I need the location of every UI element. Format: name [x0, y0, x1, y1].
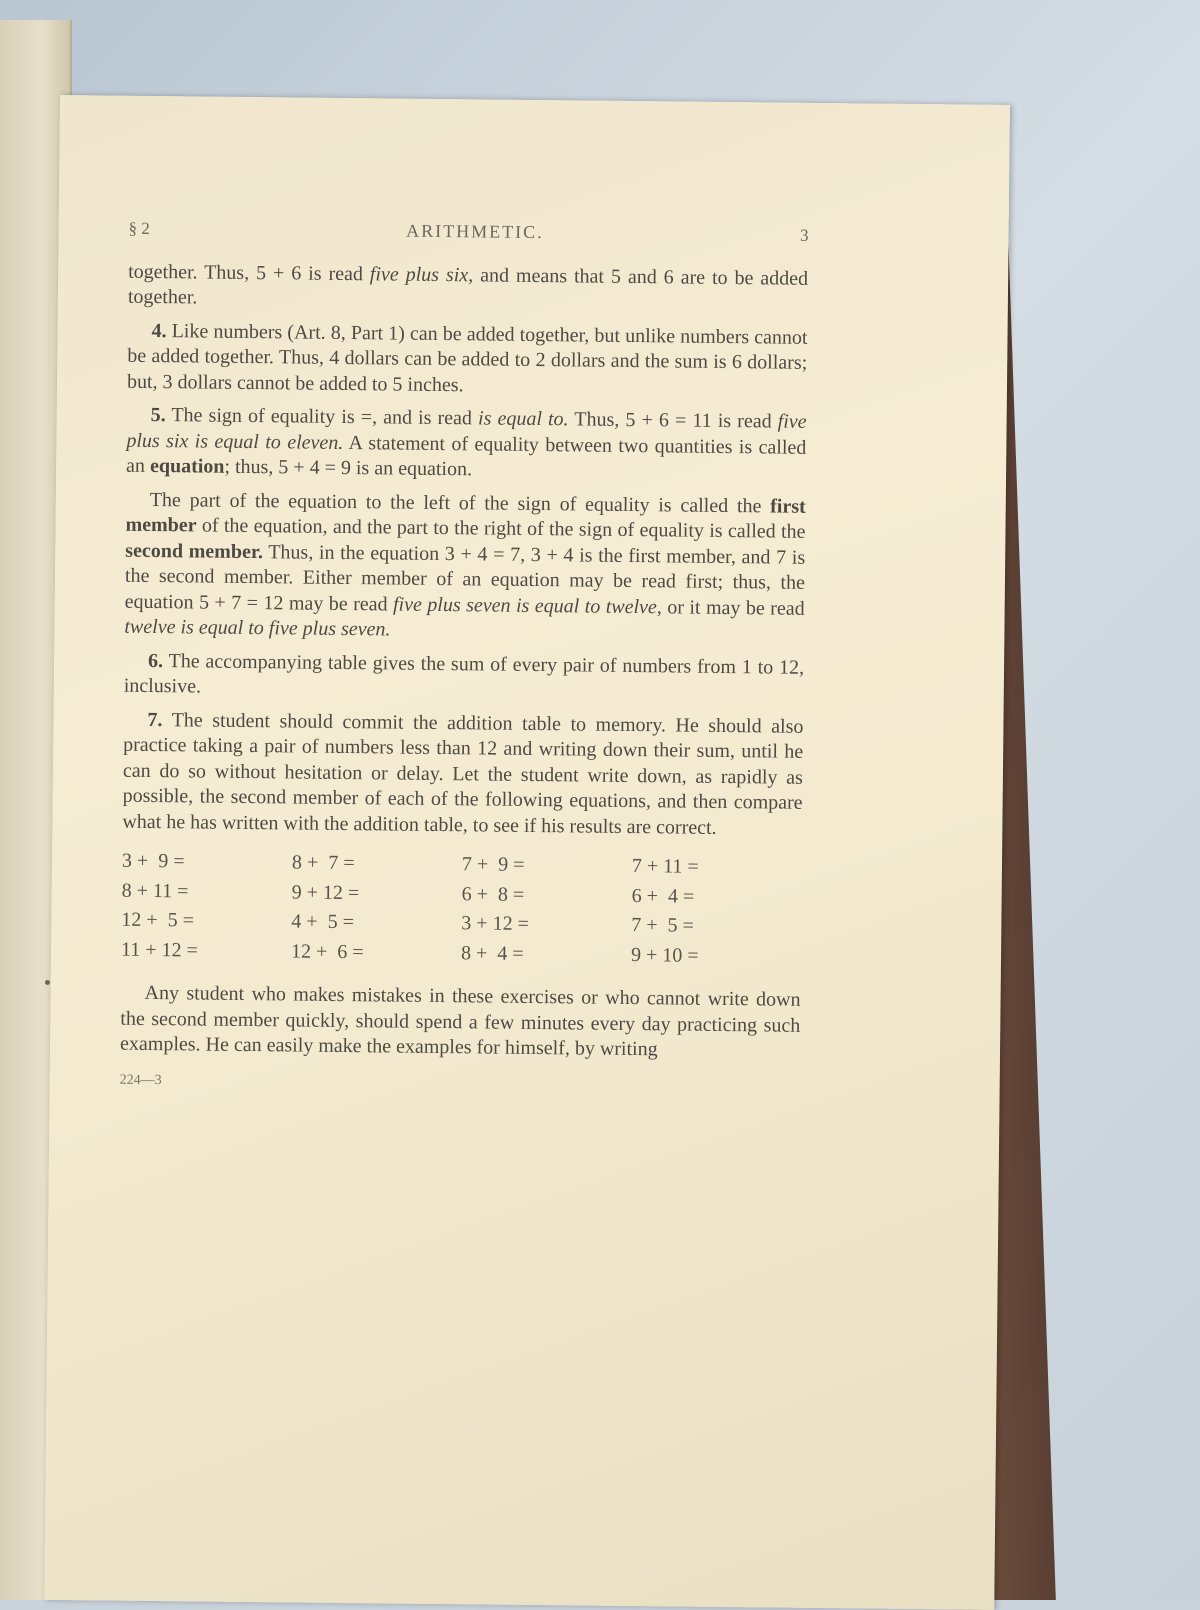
article-6: 6. The accompanying table gives the sum of every pair of numbers from 1 to 12, inclusive.	[123, 649, 805, 698]
equation: 12 + 6 =	[290, 939, 364, 963]
article-number: 7.	[147, 708, 163, 731]
equation: 9 + 10 =	[630, 943, 699, 967]
equation: 12 + 5 =	[121, 908, 195, 932]
section-mark: § 2	[128, 218, 150, 238]
equation: 7 + 5 =	[631, 914, 695, 937]
article-5-continued: The part of the equation to the left of the sign of equality is called the first member of the equation, and the part to the right of the sign of equality is called the second member. Thus, in the equation 3 + 4 = 7, 3 + 4 is the first member, and 7 is the second member. Either member of an equation may be read first; thus, the equation 5 + 7 = 12 may be read five plus seven is equal to twelve, or it may be read twelve is equal to five plus seven.	[124, 488, 806, 641]
printer-signature: 224—3	[119, 1072, 162, 1088]
equation: 7 + 9 =	[461, 853, 525, 876]
equation: 3 + 9 =	[121, 849, 185, 873]
equation: 4 + 5 =	[291, 910, 355, 934]
equation: 9 + 12 =	[291, 880, 360, 904]
running-title: ARITHMETIC.	[406, 220, 544, 243]
equation: 7 + 11 =	[631, 855, 699, 878]
article-number: 4.	[151, 319, 167, 342]
equation: 8 + 11 =	[121, 879, 189, 902]
article-number: 5.	[150, 403, 166, 427]
equation: 6 + 8 =	[461, 882, 525, 906]
book-page	[44, 95, 1010, 1610]
paragraph-continuation: together. Thus, 5 + 6 is read five plus six, and means that 5 and 6 are to be added together.	[127, 260, 809, 309]
equation: 8 + 7 =	[291, 851, 355, 875]
equation: 3 + 12 =	[461, 912, 530, 935]
equation-grid	[121, 849, 802, 970]
equation: 8 + 4 =	[460, 941, 524, 965]
article-7: 7. The student should commit the addition table to memory. He should also practice taking a pair of numbers less than 12 and writing down their sum, until he can do so without hesitation or delay. Let the student write down, as rapidly as possible, the second member of each of the following equations, and then compare what he has written with the addition table, to see if his results are correct.	[122, 708, 804, 839]
closing-paragraph: Any student who makes mistakes in these exercises or who cannot write down the second member quickly, should spend a few minutes every day practicing such examples. He can easily make the examples for himself, by writing	[119, 981, 801, 1061]
article-number: 6.	[147, 649, 164, 672]
page-number: 3	[799, 225, 809, 245]
equation: 11 + 12 =	[120, 938, 198, 961]
page-header	[128, 216, 808, 249]
page-content	[120, 216, 809, 1100]
ink-smudge	[45, 980, 50, 985]
article-4: 4. Like numbers (Art. 8, Part 1) can be added together, but unlike numbers cannot be added together. Thus, 4 dollars can be added to 2 dollars and the sum is 6 dollars; but, 3 dollars cannot be added to 5 inches.	[126, 319, 808, 396]
article-5: 5. The sign of equality is =, and is read is equal to. Thus, 5 + 6 = 11 is read five plus six is equal to eleven. A statement of equality between two quantities is called an equation; thus, 5 + 4 = 9 is an equation.	[126, 403, 807, 481]
equation: 6 + 4 =	[631, 884, 695, 908]
